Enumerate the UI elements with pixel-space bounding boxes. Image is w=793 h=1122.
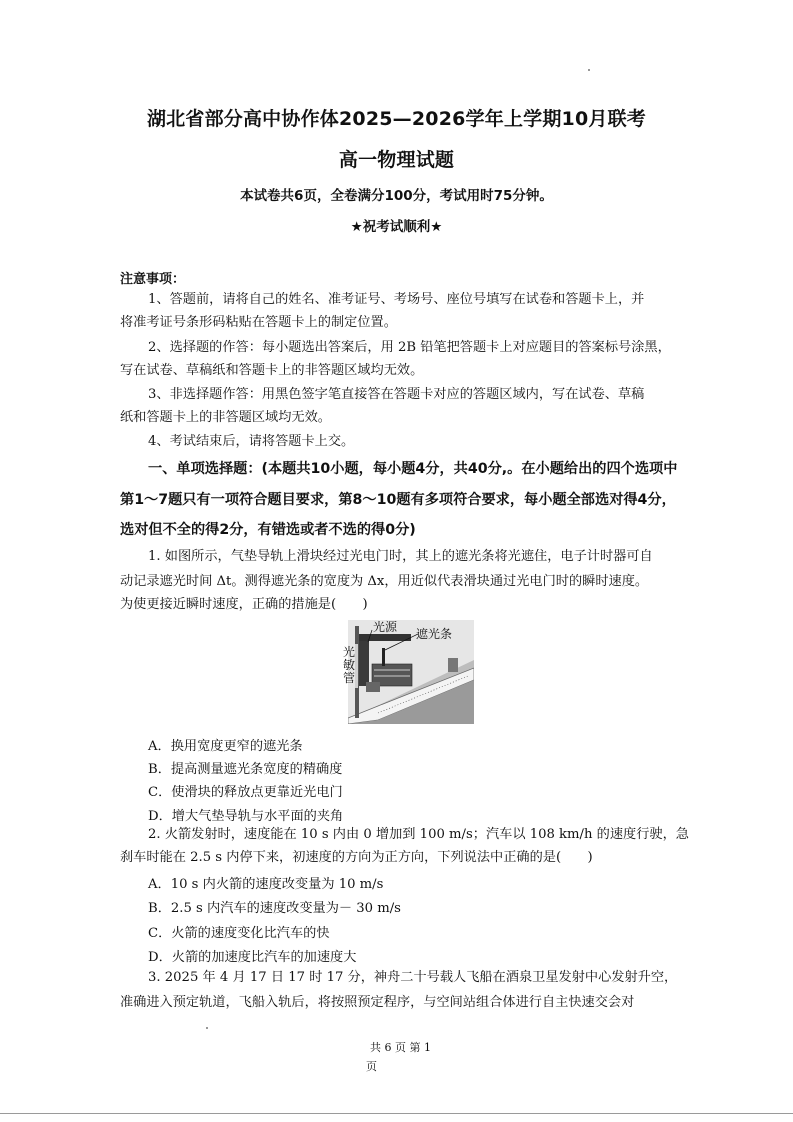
- track-end-stop: [448, 658, 458, 672]
- q2-option-c: C．火箭的速度变化比汽车的快: [148, 926, 330, 941]
- q2-option-b: B．2.5 s 内汽车的速度改变量为－ 30 m/s: [148, 901, 401, 916]
- q3-line-2: 准确进入预定轨道，飞船入轨后，将按照预定程序，与空间站组合体进行自主快速交会对: [120, 995, 635, 1010]
- photogate-arm: [359, 634, 411, 641]
- note-3-line-2: 纸和答题卡上的非答题区域均无效。: [120, 410, 331, 425]
- note-1-line-2: 将准考证号条形码粘贴在答题卡上的制定位置。: [120, 315, 397, 330]
- figure-label-light-source: 光源: [373, 620, 398, 634]
- note-2-line-1: 2、选择题的作答：每小题选出答案后，用 2B 铅笔把答题卡上对应题目的答案标号涂黑，: [148, 340, 671, 355]
- note-2-line-2: 写在试卷、草稿纸和答题卡上的非答题区域均无效。: [120, 363, 424, 378]
- q2-line-2: 刹车时能在 2.5 s 内停下来，初速度的方向为正方向，下列说法中正确的是( ): [120, 850, 593, 865]
- note-3-line-1: 3、非选择题作答：用黑色签字笔直接答在答题卡对应的答题区域内，写在试卷、草稿: [148, 387, 645, 402]
- photogate-base: [366, 682, 380, 692]
- photogate-source-block: [359, 641, 369, 686]
- section-1-line-3: 选对但不全的得2分，有错选或者不选的得0分): [120, 522, 416, 538]
- exam-info: 本试卷共6页，全卷满分100分，考试用时75分钟。: [240, 188, 553, 204]
- figure-label-light-strip: 遮光条: [416, 627, 453, 641]
- exam-subtitle: 高一物理试题: [338, 149, 455, 171]
- q1-option-b: B．提高测量遮光条宽度的精确度: [148, 762, 343, 777]
- light-blocking-strip: [382, 648, 385, 666]
- note-4: 4、考试结束后，请将答题卡上交。: [148, 434, 355, 449]
- exam-wish: ★祝考试顺利★: [350, 219, 443, 235]
- footer-page-number-line-1: 共 6 页 第 1: [370, 1041, 431, 1054]
- scan-speck: [588, 69, 590, 71]
- photogate-figure: [348, 620, 474, 724]
- q2-option-d: D．火箭的加速度比汽车的加速度大: [148, 950, 357, 965]
- q1-line-2: 动记录遮光时间 Δt。测得遮光条的宽度为 Δx，用近似代表滑块通过光电门时的瞬时速度。: [120, 574, 649, 589]
- scan-speck: [206, 1027, 208, 1029]
- q1-option-c: C．使滑块的释放点更靠近光电门: [148, 785, 343, 800]
- section-1-line-2: 第1～7题只有一项符合题目要求，第8～10题有多项符合要求，每小题全部选对得4分，: [120, 492, 676, 508]
- q1-option-a: A．换用宽度更窄的遮光条: [148, 739, 303, 754]
- page-bottom-rule: [0, 1113, 793, 1114]
- q1-line-3: 为使更接近瞬时速度，正确的措施是( ): [120, 597, 368, 612]
- q1-line-1: 1. 如图所示，气垫导轨上滑块经过光电门时，其上的遮光条将光遮住，电子计时器可自: [148, 549, 653, 564]
- q2-line-1: 2. 火箭发射时，速度能在 10 s 内由 0 增加到 100 m/s；汽车以 108 km/h 的速度行驶，急: [148, 827, 689, 842]
- q3-line-1: 3. 2025 年 4 月 17 日 17 时 17 分，神舟二十号载人飞船在酒泉卫星发射中心发射升空，: [148, 970, 678, 985]
- section-1-line-1: 一、单项选择题：(本题共10小题，每小题4分，共40分,。在小题给出的四个选项中: [148, 461, 678, 477]
- q1-option-d: D．增大气垫导轨与水平面的夹角: [148, 809, 344, 824]
- notes-heading: 注意事项：: [120, 272, 186, 287]
- note-1-line-1: 1、答题前，请将自己的姓名、准考证号、考场号、座位号填写在试卷和答题卡上，并: [148, 292, 645, 307]
- footer-page-number-line-2: 页: [366, 1060, 377, 1073]
- exam-title: 湖北省部分高中协作体2025—2026学年上学期10月联考: [146, 108, 646, 130]
- q2-option-a: A．10 s 内火箭的速度改变量为 10 m/s: [148, 877, 384, 892]
- figure-label-photosensitive-tube: 光敏管: [343, 645, 356, 685]
